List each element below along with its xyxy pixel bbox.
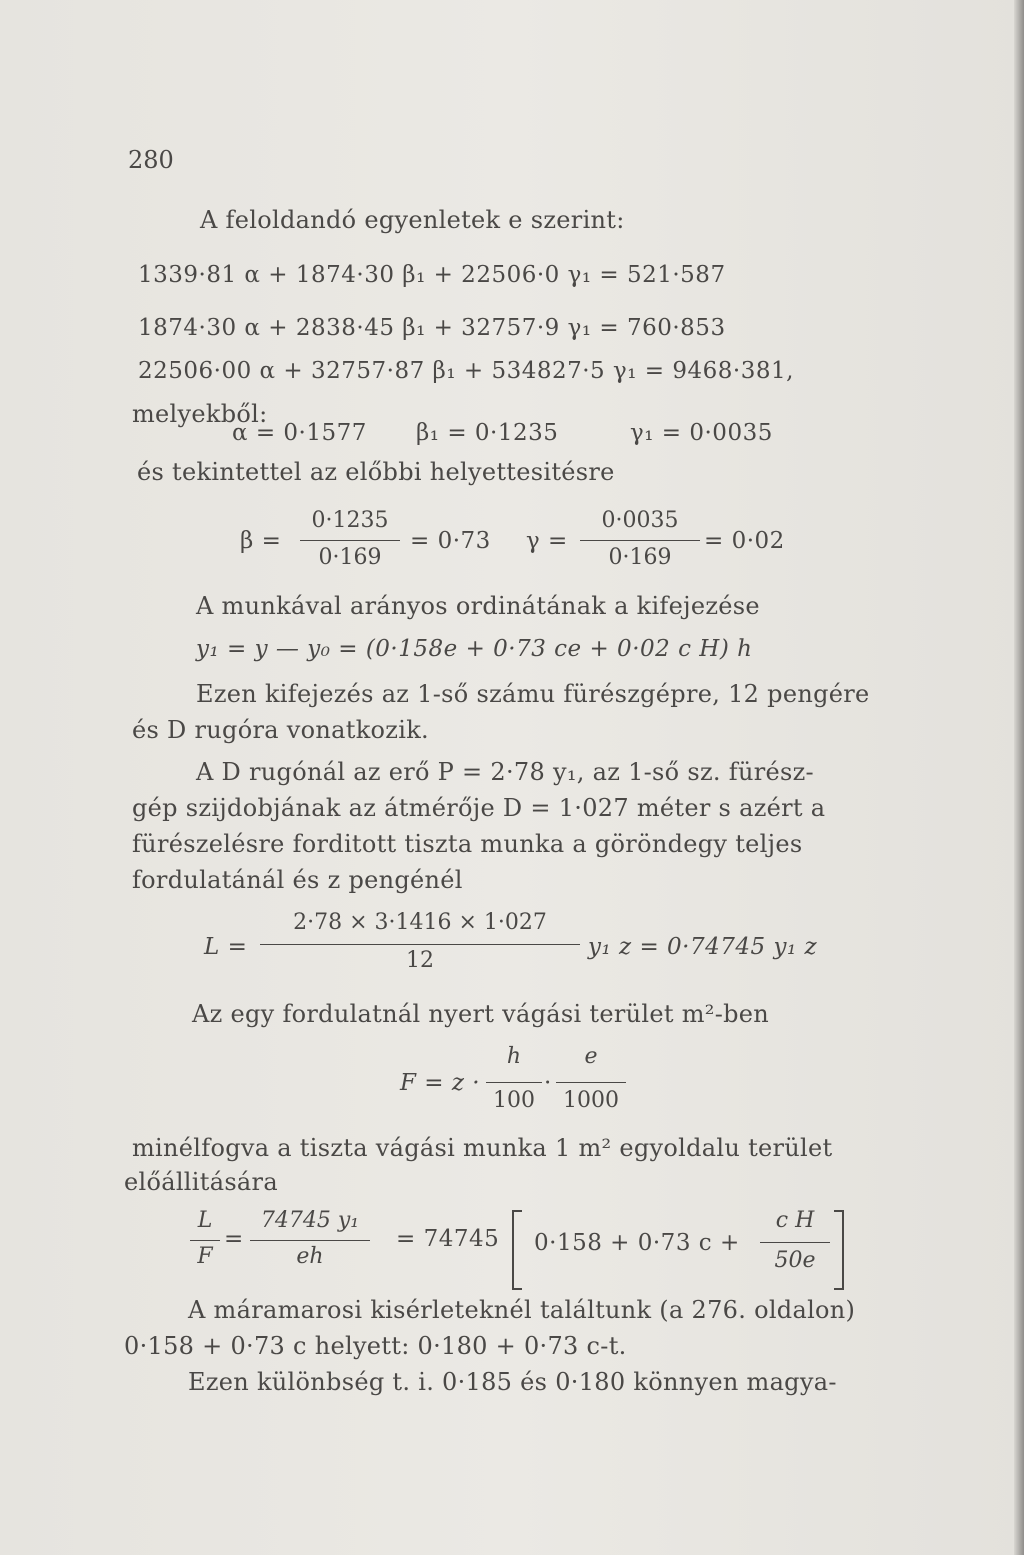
left-bracket — [512, 1210, 522, 1290]
right-bracket — [834, 1210, 844, 1290]
equation-1: 1339·81 α + 1874·30 β₁ + 22506·0 γ₁ = 521·587 — [138, 262, 726, 288]
LF-lhs-num: L — [197, 1208, 213, 1233]
L-numerator: 2·78 × 3·1416 × 1·027 — [293, 910, 547, 935]
melyekbol-text: melyekből: — [132, 400, 268, 428]
para2-line2: gép szijdobjának az átmérője D = 1·027 méter s azért a — [132, 794, 826, 822]
beta-fraction-bar — [300, 540, 400, 541]
para2-line3: fürészelésre forditott tiszta munka a göröndegy teljes — [132, 830, 803, 858]
beta-rhs: = 0·73 — [410, 528, 491, 554]
F-den1: 100 — [493, 1088, 535, 1113]
gamma-fraction-bar — [580, 540, 700, 541]
F-bar1 — [486, 1082, 542, 1083]
LF-mid-num: 74745 y₁ — [260, 1208, 360, 1233]
solution-beta1: β₁ = 0·1235 — [416, 420, 559, 446]
L-denominator: 12 — [406, 948, 434, 973]
minelfogva-line2: előállitására — [124, 1168, 278, 1196]
solution-gamma1: γ₁ = 0·0035 — [630, 420, 773, 446]
F-num2: e — [584, 1044, 598, 1069]
L-lhs: L = — [204, 934, 248, 960]
LF-br-den: 50e — [774, 1248, 816, 1273]
munkaval-text: A munkával arányos ordinátának a kifejezése — [196, 592, 760, 620]
para1-line2: és D rugóra vonatkozik. — [132, 716, 429, 744]
LF-lhs-bar — [190, 1240, 220, 1241]
maramarosi-line2: 0·158 + 0·73 c helyett: 0·180 + 0·73 c-t. — [124, 1332, 627, 1360]
gamma-denominator: 0·169 — [608, 545, 672, 570]
page-edge — [1014, 0, 1024, 1555]
L-rhs: y₁ z = 0·74745 y₁ z — [588, 934, 818, 960]
F-num1: h — [506, 1044, 522, 1069]
LF-coef: = 74745 — [396, 1226, 500, 1252]
F-dot: · — [544, 1070, 552, 1096]
para1-line1: Ezen kifejezés az 1-ső számu fürészgépre, 12 pengére — [196, 680, 870, 708]
F-den2: 1000 — [563, 1088, 619, 1113]
beta-denominator: 0·169 — [318, 545, 382, 570]
LF-equals: = — [224, 1226, 244, 1252]
para2-line1: A D rugónál az erő P = 2·78 y₁, az 1-ső sz. fürész- — [196, 758, 814, 786]
LF-mid-den: eh — [296, 1244, 324, 1269]
tekintettel-text: és tekintettel az előbbi helyettesitésre — [137, 458, 615, 486]
gamma-rhs: = 0·02 — [704, 528, 785, 554]
beta-numerator: 0·1235 — [311, 508, 389, 533]
LF-br-bar — [760, 1242, 830, 1243]
LF-br-num: c H — [775, 1208, 815, 1233]
gamma-numerator: 0·0035 — [601, 508, 679, 533]
equation-2: 1874·30 α + 2838·45 β₁ + 32757·9 γ₁ = 760·853 — [138, 315, 726, 341]
last-line: Ezen különbség t. i. 0·185 és 0·180 könnyen magya- — [188, 1368, 837, 1396]
page-number: 280 — [128, 146, 174, 174]
intro-text: A feloldandó egyenletek e szerint: — [200, 206, 625, 234]
y1-expression: y₁ = y — y₀ = (0·158e + 0·73 ce + 0·02 c H) h — [196, 636, 753, 662]
LF-mid-bar — [250, 1240, 370, 1241]
gamma-lhs: γ = — [526, 528, 568, 554]
terulet-text: Az egy fordulatnál nyert vágási terület m²-ben — [192, 1000, 770, 1028]
minelfogva-line1: minélfogva a tiszta vágási munka 1 m² egyoldalu terület — [132, 1134, 833, 1162]
beta-lhs: β = — [240, 528, 282, 554]
F-bar2 — [556, 1082, 626, 1083]
maramarosi-line1: A máramarosi kisérleteknél találtunk (a 276. oldalon) — [188, 1296, 856, 1324]
solution-alpha: α = 0·1577 — [232, 420, 367, 446]
LF-bracket-text: 0·158 + 0·73 c + — [534, 1230, 740, 1256]
para2-line4: fordulatánál és z pengénél — [132, 866, 463, 894]
F-lhs: F = z · — [400, 1070, 481, 1096]
equation-3: 22506·00 α + 32757·87 β₁ + 534827·5 γ₁ = 9468·381, — [138, 358, 794, 384]
L-fraction-bar — [260, 944, 580, 945]
LF-lhs-den: F — [197, 1244, 213, 1269]
